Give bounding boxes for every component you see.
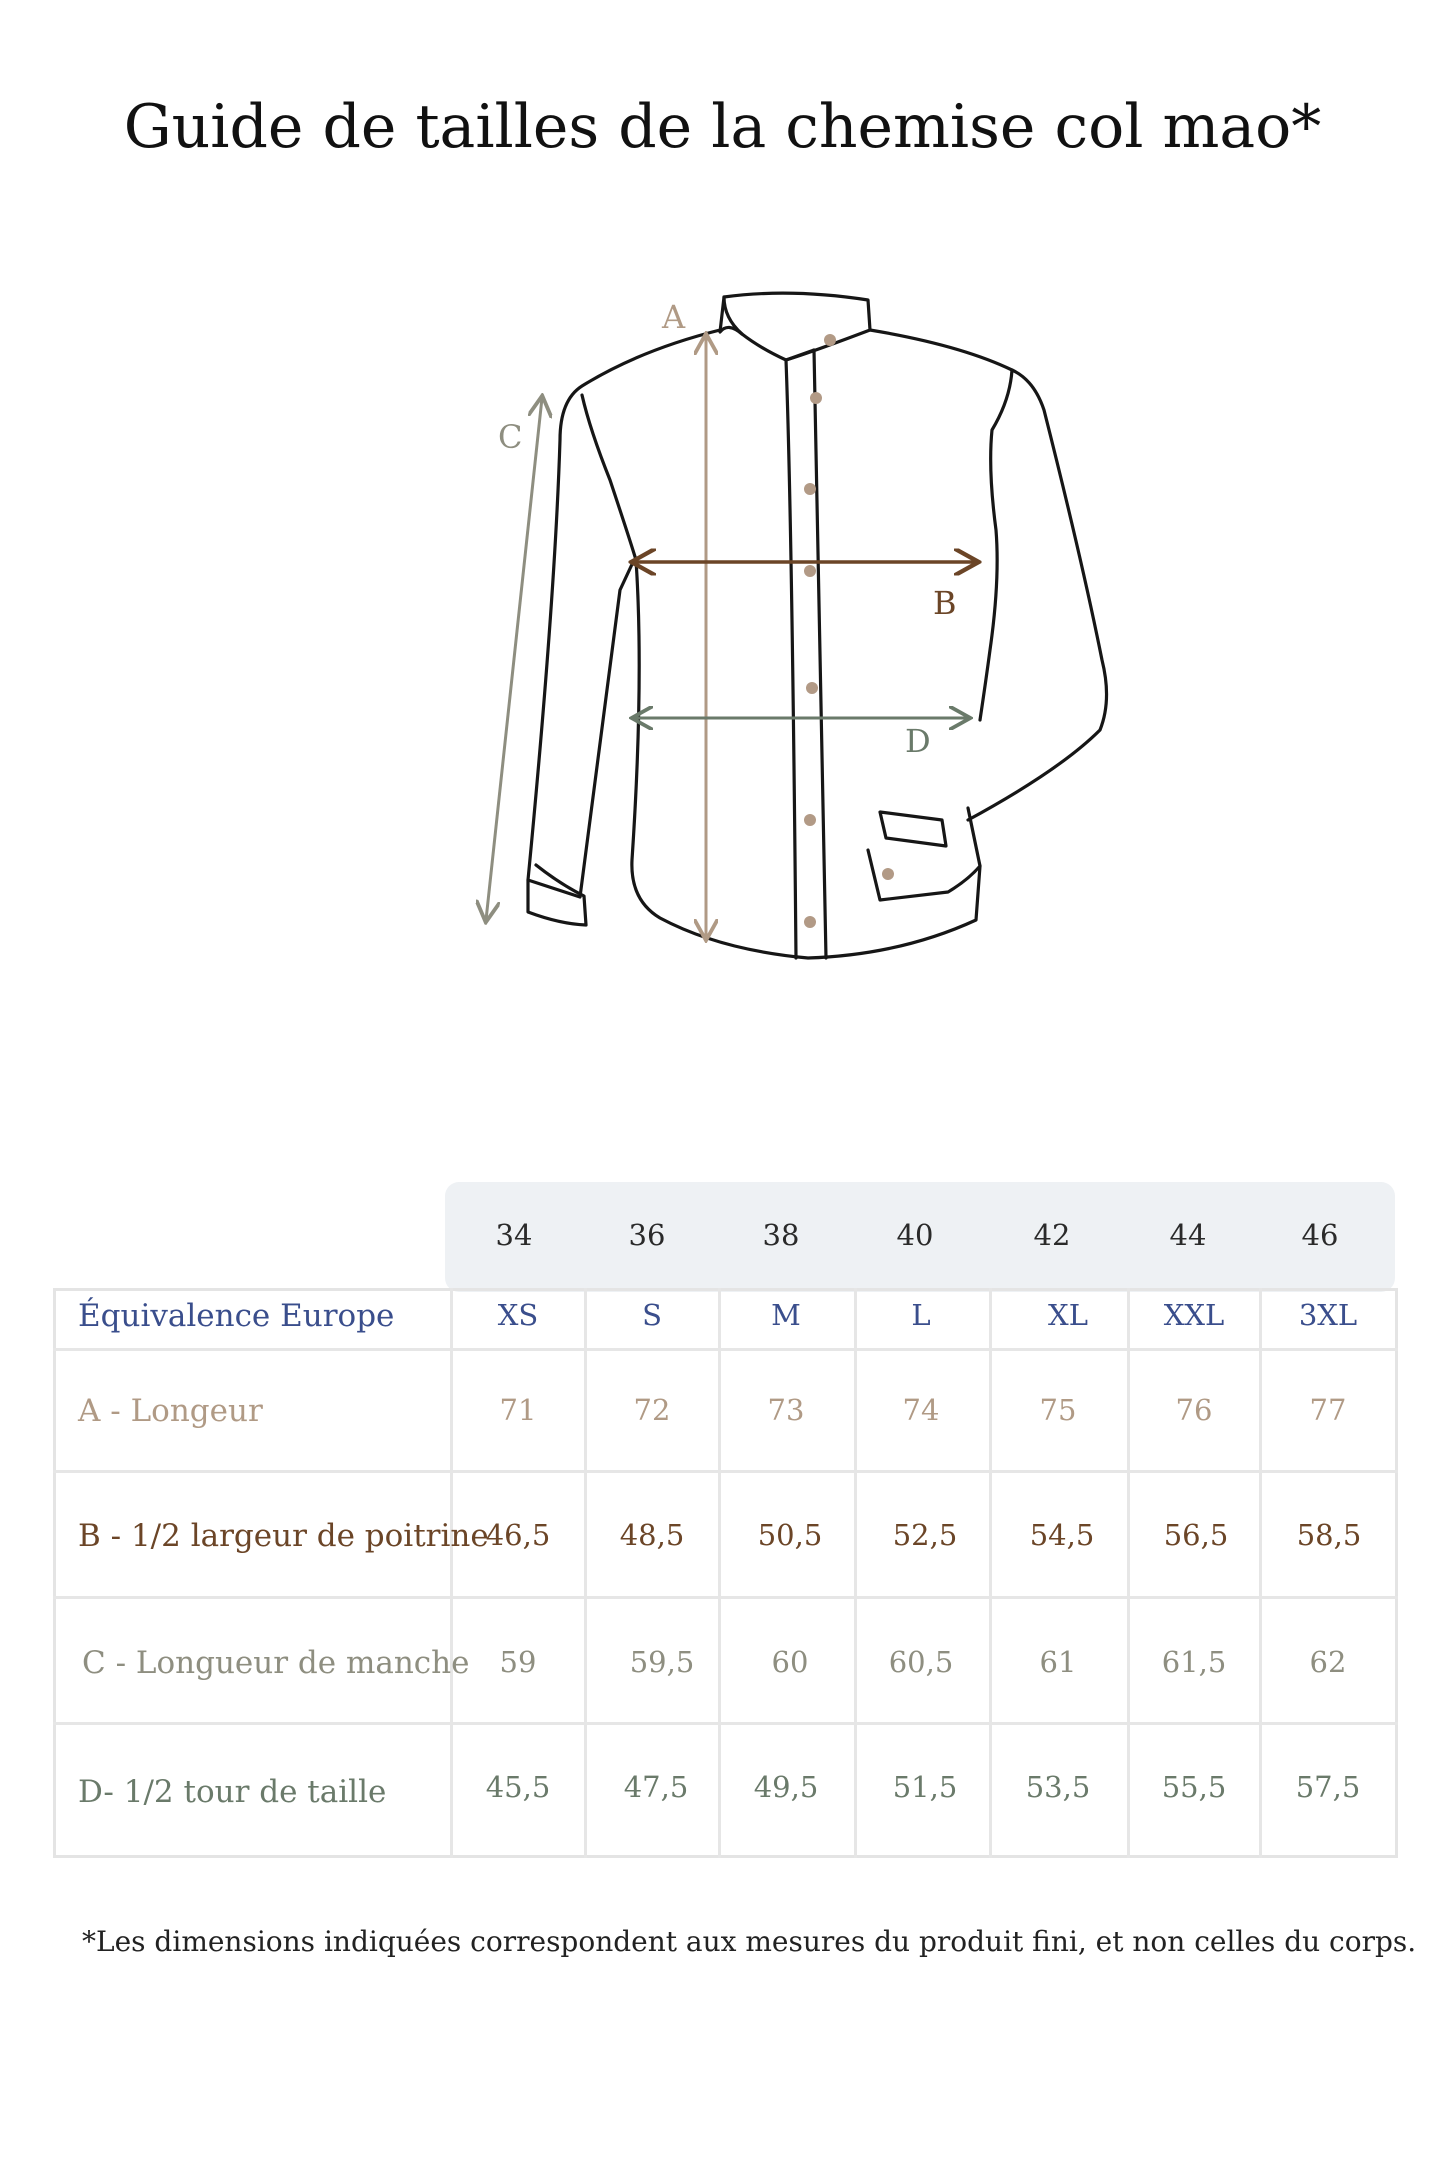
table-cell: 56,5	[1163, 1518, 1229, 1552]
size-40: 40	[896, 1218, 934, 1252]
table-cell: 50,5	[757, 1518, 823, 1552]
label-c: C	[498, 418, 523, 456]
row-divider	[53, 1596, 1398, 1599]
label-d: D	[905, 722, 931, 760]
table-cell: 48,5	[619, 1518, 685, 1552]
label-a: A	[662, 298, 686, 336]
row-divider	[53, 1470, 1398, 1473]
table-cell: XS	[497, 1298, 539, 1332]
row-divider	[53, 1722, 1398, 1725]
table-cell: 51,5	[892, 1770, 958, 1804]
size-38: 38	[762, 1218, 800, 1252]
col-divider	[584, 1288, 587, 1858]
page-title: Guide de tailles de la chemise col mao*	[123, 92, 1322, 162]
table-cell: 46,5	[485, 1518, 551, 1552]
table-cell: 60,5	[888, 1645, 954, 1679]
table-cell: 57,5	[1295, 1770, 1361, 1804]
table-cell: 71	[499, 1393, 537, 1427]
table-cell: S	[642, 1298, 662, 1332]
table-cell: 61	[1039, 1645, 1077, 1679]
table-cell: 62	[1309, 1645, 1347, 1679]
table-cell: M	[771, 1298, 801, 1332]
table-cell: 52,5	[892, 1518, 958, 1552]
size-36: 36	[628, 1218, 666, 1252]
size-42: 42	[1033, 1218, 1071, 1252]
label-b: B	[933, 584, 957, 622]
table-cell: 3XL	[1298, 1298, 1358, 1332]
table-cell: 73	[767, 1393, 805, 1427]
table-cell: 74	[902, 1393, 940, 1427]
row-label-c: C - Longueur de manche	[82, 1645, 470, 1681]
table-cell: 76	[1175, 1393, 1213, 1427]
table-cell: 61,5	[1161, 1645, 1227, 1679]
table-cell: 59	[499, 1645, 537, 1679]
table-cell: XL	[1048, 1298, 1088, 1332]
table-cell: XXL	[1163, 1298, 1225, 1332]
table-cell: 60	[771, 1645, 809, 1679]
table-cell: 77	[1309, 1393, 1347, 1427]
table-cell: 54,5	[1029, 1518, 1095, 1552]
size-34: 34	[495, 1218, 533, 1252]
table-cell: 55,5	[1161, 1770, 1227, 1804]
row-divider	[53, 1348, 1398, 1351]
row-label-b: B - 1/2 largeur de poitrine	[78, 1518, 489, 1554]
row-label-d: D- 1/2 tour de taille	[78, 1774, 387, 1810]
col-divider	[854, 1288, 857, 1858]
table-cell: 58,5	[1296, 1518, 1362, 1552]
table-cell: 75	[1039, 1393, 1077, 1427]
row-label-a: A - Longeur	[78, 1393, 263, 1429]
table-cell: 47,5	[623, 1770, 689, 1804]
footnote: *Les dimensions indiquées correspondent aux mesures du produit fini, et non celles du corps.	[82, 1925, 1417, 1958]
size-46: 46	[1301, 1218, 1339, 1252]
table-cell: 59,5	[629, 1645, 695, 1679]
table-cell: 53,5	[1025, 1770, 1091, 1804]
size-44: 44	[1169, 1218, 1207, 1252]
table-cell: 45,5	[485, 1770, 551, 1804]
shirt-icon	[0, 0, 1445, 1000]
table-cell: L	[911, 1298, 931, 1332]
table-cell: 49,5	[753, 1770, 819, 1804]
table-cell: 72	[633, 1393, 671, 1427]
row-label-europe: Équivalence Europe	[78, 1298, 395, 1334]
